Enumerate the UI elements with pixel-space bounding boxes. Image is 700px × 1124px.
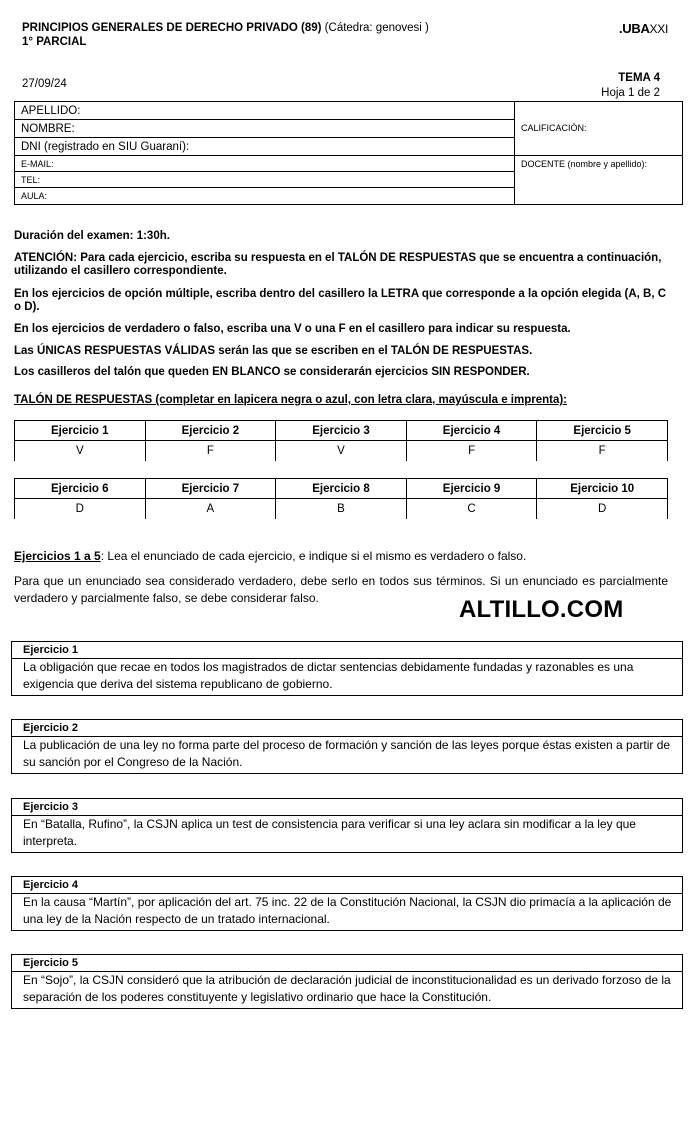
exercise-box — [11, 719, 683, 774]
exercise-statement: La publicación de una ley no forma parte del proceso de formación y sanción de las leyes porque éstas existen a partir de su sanción por el Congreso de la Nación. — [23, 738, 671, 769]
docente-field[interactable]: DOCENTE (nombre y apellido): — [521, 159, 648, 169]
exercise-statement: En la causa “Martín”, por aplicación del art. 75 inc. 22 de la Constitución Nacional, la CSJN dio primacía a la aplicación de una ley de la Nación respecto de un tratado internacional. — [23, 895, 672, 926]
tema-label: TEMA 4 — [618, 72, 660, 84]
course-title: PRINCIPIOS GENERALES DE DERECHO PRIVADO (89) — [22, 22, 322, 34]
exercise-statement: En “Sojo”, la CSJN consideró que la atribución de declaración judicial de inconstitucionalidad es un derivado forzoso de la separación de los poderes constituyente y legislativo ordinario que hace la Constitución. — [23, 973, 671, 1004]
email-field[interactable]: E-MAIL: — [15, 156, 514, 172]
student-fields — [15, 102, 515, 204]
exercise-statement: La obligación que recae en todos los magistrados de dictar sentencias debidamente fundadas y razonables es una exigencia que deriva del sistema republicano de gobierno. — [23, 660, 634, 691]
answer-header: Ejercicio 9 — [406, 479, 537, 499]
section-title: Ejercicios 1 a 5 — [14, 549, 101, 563]
exercise-box — [11, 954, 683, 1009]
answer-header: Ejercicio 2 — [145, 421, 276, 441]
dni-field[interactable]: DNI (registrado en SIU Guaraní): — [15, 138, 514, 156]
answer-cell[interactable]: F — [145, 441, 276, 462]
answer-header: Ejercicio 7 — [145, 479, 276, 499]
answer-header: Ejercicio 10 — [537, 479, 668, 499]
instruction-atencion: ATENCIÓN: Para cada ejercicio, escriba su respuesta en el TALÓN DE RESPUESTAS que se encuentra a continuación, utilizando el casillero correspondiente. — [14, 252, 662, 277]
answer-header: Ejercicio 1 — [15, 421, 146, 441]
answer-cell[interactable]: B — [276, 499, 407, 520]
instruction-true-false: En los ejercicios de verdadero o falso, escriba una V o una F en el casillero para indicar su respuesta. — [14, 323, 571, 335]
calificacion-field[interactable]: CALIFICACIÓN: — [515, 102, 682, 156]
apellido-field[interactable]: APELLIDO: — [15, 102, 514, 120]
grading-fields — [515, 102, 682, 204]
exercise-box — [11, 798, 683, 853]
tel-field[interactable]: TEL: — [15, 172, 514, 188]
instruction-multiple-choice: En los ejercicios de opción múltiple, escriba dentro del casillero la LETRA que corresponde a la opción elegida (A, B, C o D). — [14, 288, 667, 313]
answer-cell[interactable]: F — [406, 441, 537, 462]
course-catedra: (Cátedra: genovesi ) — [321, 22, 429, 34]
answer-header: Ejercicio 6 — [15, 479, 146, 499]
answer-grid-2 — [14, 478, 668, 519]
section-paragraph: Para que un enunciado sea considerado verdadero, debe serlo en todos sus términos. Si un enunciado es parcialmente verdadero y parcialmente falso, se debe considerar falso. — [14, 574, 668, 605]
answer-cell[interactable]: A — [145, 499, 276, 520]
answer-cell[interactable]: V — [15, 441, 146, 462]
instruction-valid-answers: Las ÚNICAS RESPUESTAS VÁLIDAS serán las que se escriben en el TALÓN DE RESPUESTAS. — [14, 345, 533, 357]
aula-field[interactable]: AULA: — [21, 191, 48, 201]
page-indicator: Hoja 1 de 2 — [601, 87, 660, 99]
exam-name: 1° PARCIAL — [22, 36, 87, 48]
exercise-box — [11, 876, 683, 931]
answer-cell[interactable]: V — [276, 441, 407, 462]
uba-xxi-logo — [619, 21, 668, 36]
exercise-title: Ejercicio 4 — [12, 877, 682, 894]
section-title-rest: : Lea el enunciado de cada ejercicio, e indique si el mismo es verdadero o falso. — [100, 549, 527, 563]
exam-date: 27/09/24 — [22, 78, 67, 90]
answer-header: Ejercicio 5 — [537, 421, 668, 441]
altillo-watermark: ALTILLO.COM — [459, 596, 624, 623]
exercise-title: Ejercicio 3 — [12, 799, 682, 816]
exercise-title: Ejercicio 2 — [12, 720, 682, 737]
section-instructions — [14, 549, 674, 563]
answer-grid-1 — [14, 420, 668, 461]
answer-cell[interactable]: D — [15, 499, 146, 520]
answer-cell[interactable]: F — [537, 441, 668, 462]
answer-cell[interactable]: D — [537, 499, 668, 520]
course-heading — [22, 21, 429, 49]
exercise-title: Ejercicio 1 — [12, 642, 682, 659]
exercise-box — [11, 641, 683, 696]
exercise-statement: En “Batalla, Rufino”, la CSJN aplica un test de consistencia para verificar si una ley aclara sin modificar a la ley que interpreta. — [23, 817, 636, 848]
nombre-field[interactable]: NOMBRE: — [15, 120, 514, 138]
student-id-table — [14, 101, 683, 205]
answer-header: Ejercicio 4 — [406, 421, 537, 441]
exercise-title: Ejercicio 5 — [12, 955, 682, 972]
logo-suffix: XXI — [649, 22, 668, 36]
tema-block — [601, 71, 660, 101]
instruction-duration: Duración del examen: 1:30h. — [14, 230, 170, 242]
answer-header: Ejercicio 8 — [276, 479, 407, 499]
logo-main: .UBA — [618, 21, 650, 36]
answer-header: Ejercicio 3 — [276, 421, 407, 441]
answer-cell[interactable]: C — [406, 499, 537, 520]
instruction-blank: Los casilleros del talón que queden EN BLANCO se considerarán ejercicios SIN RESPONDER. — [14, 366, 530, 378]
talon-title: TALÓN DE RESPUESTAS (completar en lapicera negra o azul, con letra clara, mayúscula e imprenta): — [14, 394, 568, 406]
